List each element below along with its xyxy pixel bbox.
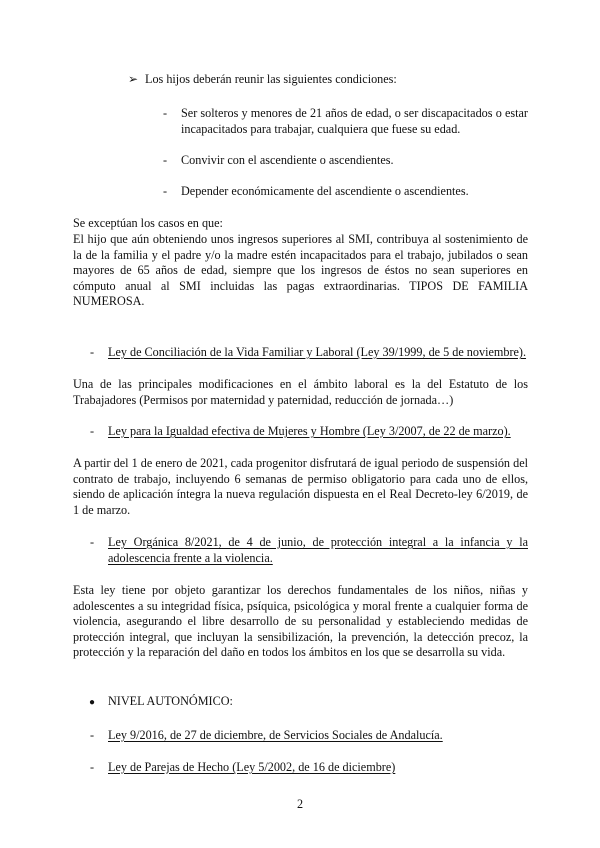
dash-bullet: - <box>90 535 95 549</box>
law-title: Ley de Conciliación de la Vida Familiar y Laboral (Ley 39/1999, de 5 de noviembre). <box>108 345 527 359</box>
condition-item: Convivir con el ascendiente o ascendientes. <box>181 153 394 167</box>
condition-item: Ser solteros y menores de 21 años de edad, o ser discapacitados o estar incapacitados para trabajar, cualquiera que fuese su edad. <box>181 106 528 136</box>
exceptions-paragraph: El hijo que aún obteniendo unos ingresos superiores al SMI, contribuya al sostenimiento de la de la familia y el padre y/o la madre estén incapacitados para el trabajo, jubilados o sean mayores de 65 años de edad, siempre que los ingresos de éstos no sean superiores en cómputo anual al SMI incluidas las pagas extraordinarias. TIPOS DE FAMILIA NUMEROSA. <box>73 232 528 308</box>
round-bullet-icon: ● <box>89 697 96 708</box>
law-title: Ley 9/2016, de 27 de diciembre, de Servicios Sociales de Andalucía. <box>108 728 443 742</box>
law-title: Ley de Parejas de Hecho (Ley 5/2002, de 16 de diciembre) <box>108 760 396 774</box>
dash-bullet: - <box>163 153 168 167</box>
condition-item: Depender económicamente del ascendiente o ascendientes. <box>181 184 469 198</box>
exceptions-intro: Se exceptúan los casos en que: <box>73 216 223 230</box>
law-title: Ley Orgánica 8/2021, de 4 de junio, de protección integral a la infancia y la adolescencia frente a la violencia. <box>108 535 528 565</box>
law-description: Una de las principales modificaciones en el ámbito laboral es la del Estatuto de los Trabajadores (Permisos por maternidad y paternidad, reducción de jornada…) <box>73 377 528 407</box>
page-number: 2 <box>296 797 304 811</box>
dash-bullet: - <box>90 760 95 774</box>
autonomic-heading: NIVEL AUTONÓMICO: <box>108 694 233 708</box>
conditions-heading: Los hijos deberán reunir las siguientes condiciones: <box>145 72 397 86</box>
dash-bullet: - <box>163 184 168 198</box>
law-description: A partir del 1 de enero de 2021, cada progenitor disfrutará de igual periodo de suspensión del contrato de trabajo, incluyendo 6 semanas de permiso obligatorio para cada uno de ellos, siendo de aplicación íntegra la nueva regulación dispuesta en el Real Decreto-ley 6/2019, de 1 de marzo. <box>73 456 528 517</box>
law-title: Ley para la Igualdad efectiva de Mujeres y Hombre (Ley 3/2007, de 22 de marzo). <box>108 424 511 438</box>
dash-bullet: - <box>90 345 95 359</box>
dash-bullet: - <box>163 106 168 120</box>
dash-bullet: - <box>90 424 95 438</box>
arrow-bullet-icon: ➢ <box>128 72 139 86</box>
law-description: Esta ley tiene por objeto garantizar los derechos fundamentales de los niños, niñas y adolescentes a su integridad física, psíquica, psicológica y moral frente a cualquier forma de violencia, asegurando el libre desarrollo de su personalidad y estableciendo medidas de protección integral, que incluyan la sensibilización, la prevención, la detección precoz, la protección y la reparación del daño en todos los ámbitos en los que se desarrolla su vida. <box>73 583 528 659</box>
dash-bullet: - <box>90 728 95 742</box>
